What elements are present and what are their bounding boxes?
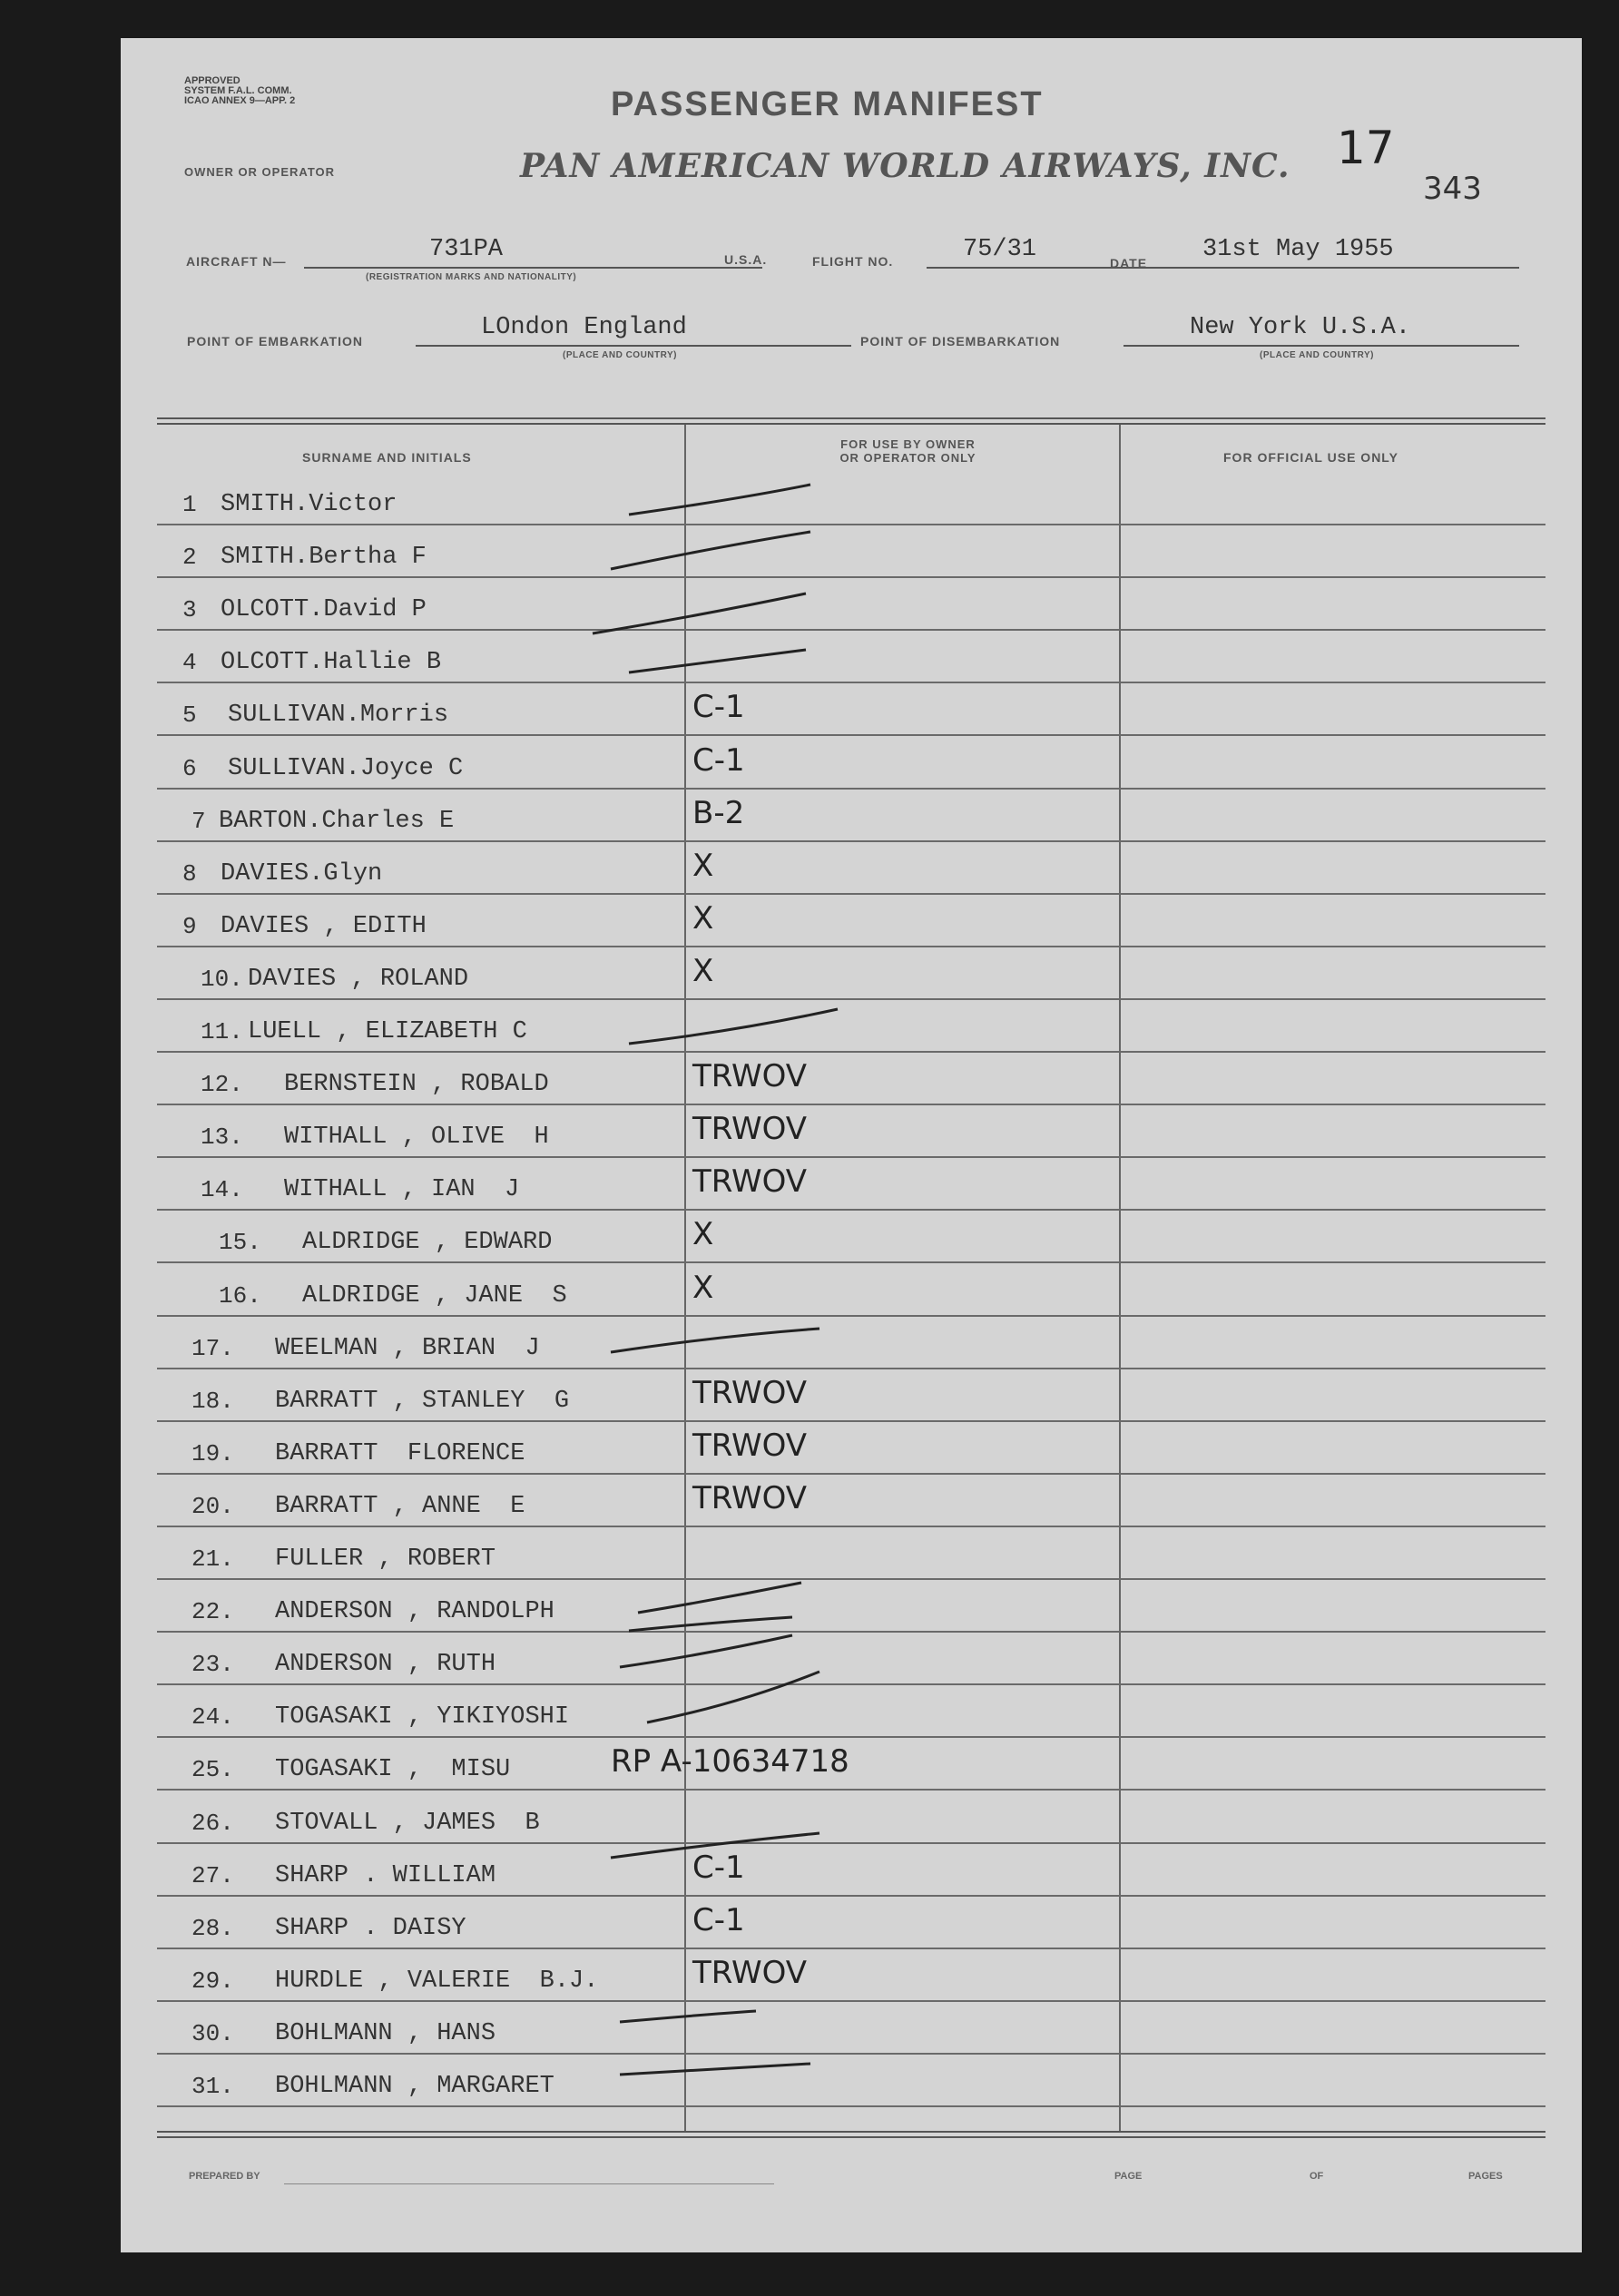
operator-mark: TRWOV [692,1427,808,1464]
passenger-name: TOGASAKI , YIKIYOSHI [275,1703,570,1732]
approval-line: SYSTEM F.A.L. COMM. [184,85,292,96]
passenger-name: BOHLMANN , MARGARET [275,2073,554,2100]
operator-mark: C-1 [692,689,745,726]
passenger-name: BARTON.Charles E [219,807,455,835]
row-number: 11. [201,1018,243,1045]
row-number: 23. [191,1651,234,1679]
passenger-name: BOHLMANN , HANS [275,2019,496,2047]
disembark-note: (PLACE AND COUNTRY) [1260,350,1374,360]
slash-stroke [629,650,806,672]
row-number: 9 [182,912,197,940]
passenger-name: FULLER , ROBERT [275,1545,496,1573]
aircraft-registration: 731PA [429,236,504,263]
passenger-name: LUELL , ELIZABETH C [248,1018,527,1045]
embark-label: POINT OF EMBARKATION [187,334,363,348]
row-number: 28. [191,1914,234,1942]
of-label: OF [1310,2171,1324,2182]
operator-mark: TRWOV [692,1111,808,1148]
slash-stroke [620,2064,810,2075]
passenger-name: OLCOTT.David P [221,596,427,624]
passenger-name: SMITH.Bertha F [221,544,427,572]
row-number: 22. [191,1598,234,1626]
operator-mark: X [692,899,714,937]
page-label: PAGE [1114,2171,1143,2182]
passenger-name: SULLIVAN.Morris [228,702,449,730]
passenger-name: BERNSTEIN , ROBALD [284,1071,549,1099]
column-header-owner-line: OR OPERATOR ONLY [839,451,976,465]
row-number: 31. [191,2073,234,2100]
operator-mark: TRWOV [692,1058,808,1095]
aircraft-label: AIRCRAFT N— [186,254,287,269]
operator-mark: X [692,1216,714,1253]
slash-stroke [611,532,810,569]
row-number: 3 [182,596,197,624]
handwritten-reference: 17 [1337,122,1395,174]
operator-mark: X [692,847,714,884]
passenger-name: ALDRIDGE , EDWARD [302,1229,553,1257]
operator-mark: C-1 [692,1901,745,1938]
document-title: PASSENGER MANIFEST [611,85,1044,123]
operator-mark: X [692,1269,714,1306]
row-number: 24. [191,1703,234,1732]
passenger-name: SHARP . DAISY [275,1914,466,1942]
disembark-label: POINT OF DISEMBARKATION [860,334,1061,348]
disembark-place: New York U.S.A. [1190,314,1411,341]
column-header-names: SURNAME AND INITIALS [302,450,472,465]
column-header-owner-line: FOR USE BY OWNER [840,437,976,451]
passenger-name: STOVALL , JAMES B [275,1809,540,1837]
passenger-name: SHARP . WILLIAM [275,1861,496,1889]
row-number: 26. [191,1809,234,1837]
passenger-name: DAVIES , EDITH [221,912,427,940]
passenger-name: WITHALL , IAN J [284,1176,520,1204]
slash-stroke [629,485,810,515]
operator-name: PAN AMERICAN WORLD AIRWAYS, INC. [520,147,1290,185]
slash-stroke [638,1583,801,1613]
row-number: 12. [201,1071,243,1099]
passenger-name: SULLIVAN.Joyce C [228,754,464,782]
owner-label: OWNER OR OPERATOR [184,165,336,179]
row-number: 13. [201,1123,243,1152]
passenger-name: DAVIES.Glyn [221,859,383,888]
passenger-name: ANDERSON , RUTH [275,1651,496,1679]
row-number: 7 [191,807,206,835]
row-number: 5 [182,702,197,730]
passenger-name: SMITH.Victor [221,491,397,518]
passenger-name: OLCOTT.Hallie B [221,649,442,677]
row-number: 29. [191,1967,234,1995]
embark-place: LOndon England [481,314,687,341]
row-number: 4 [182,649,197,677]
row-number: 6 [182,754,197,782]
registration-note: (REGISTRATION MARKS AND NATIONALITY) [366,272,577,282]
row-number: 20. [191,1492,234,1520]
row-number: 18. [191,1387,234,1415]
passenger-name: ALDRIDGE , JANE S [302,1281,567,1310]
country-code: U.S.A. [724,252,768,267]
approval-line: APPROVED [184,75,240,86]
flight-date: 31st May 1955 [1202,236,1394,263]
row-number: 17. [191,1334,234,1362]
date-label: DATE [1110,256,1148,270]
row-number: 25. [191,1756,234,1784]
passenger-name: BARRATT , ANNE E [275,1492,525,1520]
manifest-sheet [121,38,1582,2252]
row-number: 10. [201,965,243,993]
row-number: 27. [191,1861,234,1889]
operator-mark: C-1 [692,1849,745,1886]
pages-label: PAGES [1468,2171,1503,2182]
slash-stroke [611,1329,819,1352]
slash-stroke [647,1672,819,1722]
passenger-name: ANDERSON , RANDOLPH [275,1598,554,1626]
passenger-name: BARRATT FLORENCE [275,1439,525,1467]
slash-stroke [620,1635,792,1667]
approval-line: ICAO ANNEX 9—APP. 2 [184,95,296,106]
page-stamp-number: 343 [1423,171,1482,207]
row-number: 2 [182,544,197,572]
prepared-by-label: PREPARED BY [189,2171,260,2182]
operator-mark: C-1 [692,741,745,779]
slash-stroke [611,1833,819,1858]
row-number: 16. [219,1281,261,1310]
operator-mark: TRWOV [692,1163,808,1201]
passenger-name: DAVIES , ROLAND [248,965,469,993]
flight-number: 75/31 [963,236,1037,263]
passenger-name: WITHALL , OLIVE H [284,1123,549,1152]
slash-stroke [593,594,806,633]
row-number: 19. [191,1439,234,1467]
operator-mark: RP A-10634718 [611,1743,849,1781]
slash-stroke [629,1009,838,1044]
row-number: 15. [219,1229,261,1257]
row-number: 1 [182,491,197,518]
row-number: 8 [182,859,197,888]
operator-mark: TRWOV [692,1954,808,1991]
passenger-name: BARRATT , STANLEY G [275,1387,570,1415]
operator-mark: TRWOV [692,1479,808,1516]
operator-mark: B-2 [692,794,745,831]
row-number: 21. [191,1545,234,1573]
row-number: 14. [201,1176,243,1204]
slash-stroke [620,2011,756,2022]
embark-note: (PLACE AND COUNTRY) [563,350,677,360]
column-header-official: FOR OFFICIAL USE ONLY [1223,450,1398,465]
passenger-name: HURDLE , VALERIE B.J. [275,1967,599,1995]
passenger-name: WEELMAN , BRIAN J [275,1334,540,1362]
slash-stroke [629,1617,792,1631]
handwritten-strokes [121,38,1582,2252]
operator-mark: TRWOV [692,1374,808,1411]
flight-label: FLIGHT NO. [812,254,894,269]
row-number: 30. [191,2019,234,2047]
passenger-name: TOGASAKI , MISU [275,1756,511,1784]
operator-mark: X [692,952,714,989]
